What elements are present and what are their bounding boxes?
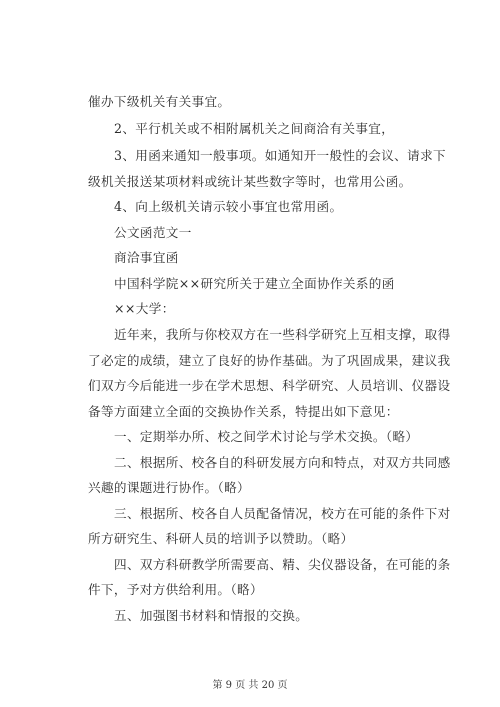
body-line-3: 3、用函来通知一般事项。如通知开一般性的会议、请求下: [114, 148, 446, 163]
body-line-6: 近年来，我所与你校双方在一些科学研究上互相支撑，取得: [114, 327, 451, 342]
letter-title: 中国科学院××研究所关于建立全面协作关系的函: [114, 276, 395, 291]
body-line-8: 们双方今后能进一步在学术思想、科学研究、人员培训、仪器设: [88, 378, 451, 393]
item-5: 五、加强图书材料和情报的交换。: [114, 608, 309, 623]
item-3-line-2: 所方研究生、科研人员的培训予以赞助。（略）: [88, 531, 354, 546]
body-line-1: 催办下级机关有关事宜。: [88, 94, 231, 109]
item-2-line-2: 兴趣的课题进行协作。（略）: [88, 480, 250, 495]
body-line-2: 2、平行机关或不相附属机关之间商洽有关事宜，: [114, 121, 395, 136]
letter-salutation: ××大学：: [114, 301, 175, 316]
body-line-5: 4、向上级机关请示较小事宜也常用函。: [114, 199, 343, 214]
section-heading: 公文函范文一: [114, 225, 192, 240]
body-line-9: 备等方面建立全面的交换协作关系，特提出如下意见：: [88, 404, 399, 419]
page-number-footer: 第 9 页 共 20 页: [212, 680, 288, 691]
letter-type: 商洽事宜函: [114, 250, 179, 265]
item-4-line-1: 四、双方科研教学所需要高、精、尖仪器设备，在可能的条: [114, 557, 451, 572]
body-line-4: 级机关报送某项材料或统计某些数字等时，也常用公函。: [88, 174, 412, 189]
item-3-line-1: 三、根据所、校各自人员配备情况，校方在可能的条件下对: [114, 506, 451, 521]
item-1: 一、定期举办所、校之间学术讨论与学术交换。（略）: [114, 429, 419, 444]
body-line-7: 了必定的成绩，建立了良好的协作基础。为了巩固成果，建议我: [88, 353, 451, 368]
item-4-line-2: 件下，予对方供给利用。（略）: [88, 582, 263, 597]
item-2-line-1: 二、根据所、校各自的科研发展方向和特点，对双方共同感: [114, 455, 451, 470]
